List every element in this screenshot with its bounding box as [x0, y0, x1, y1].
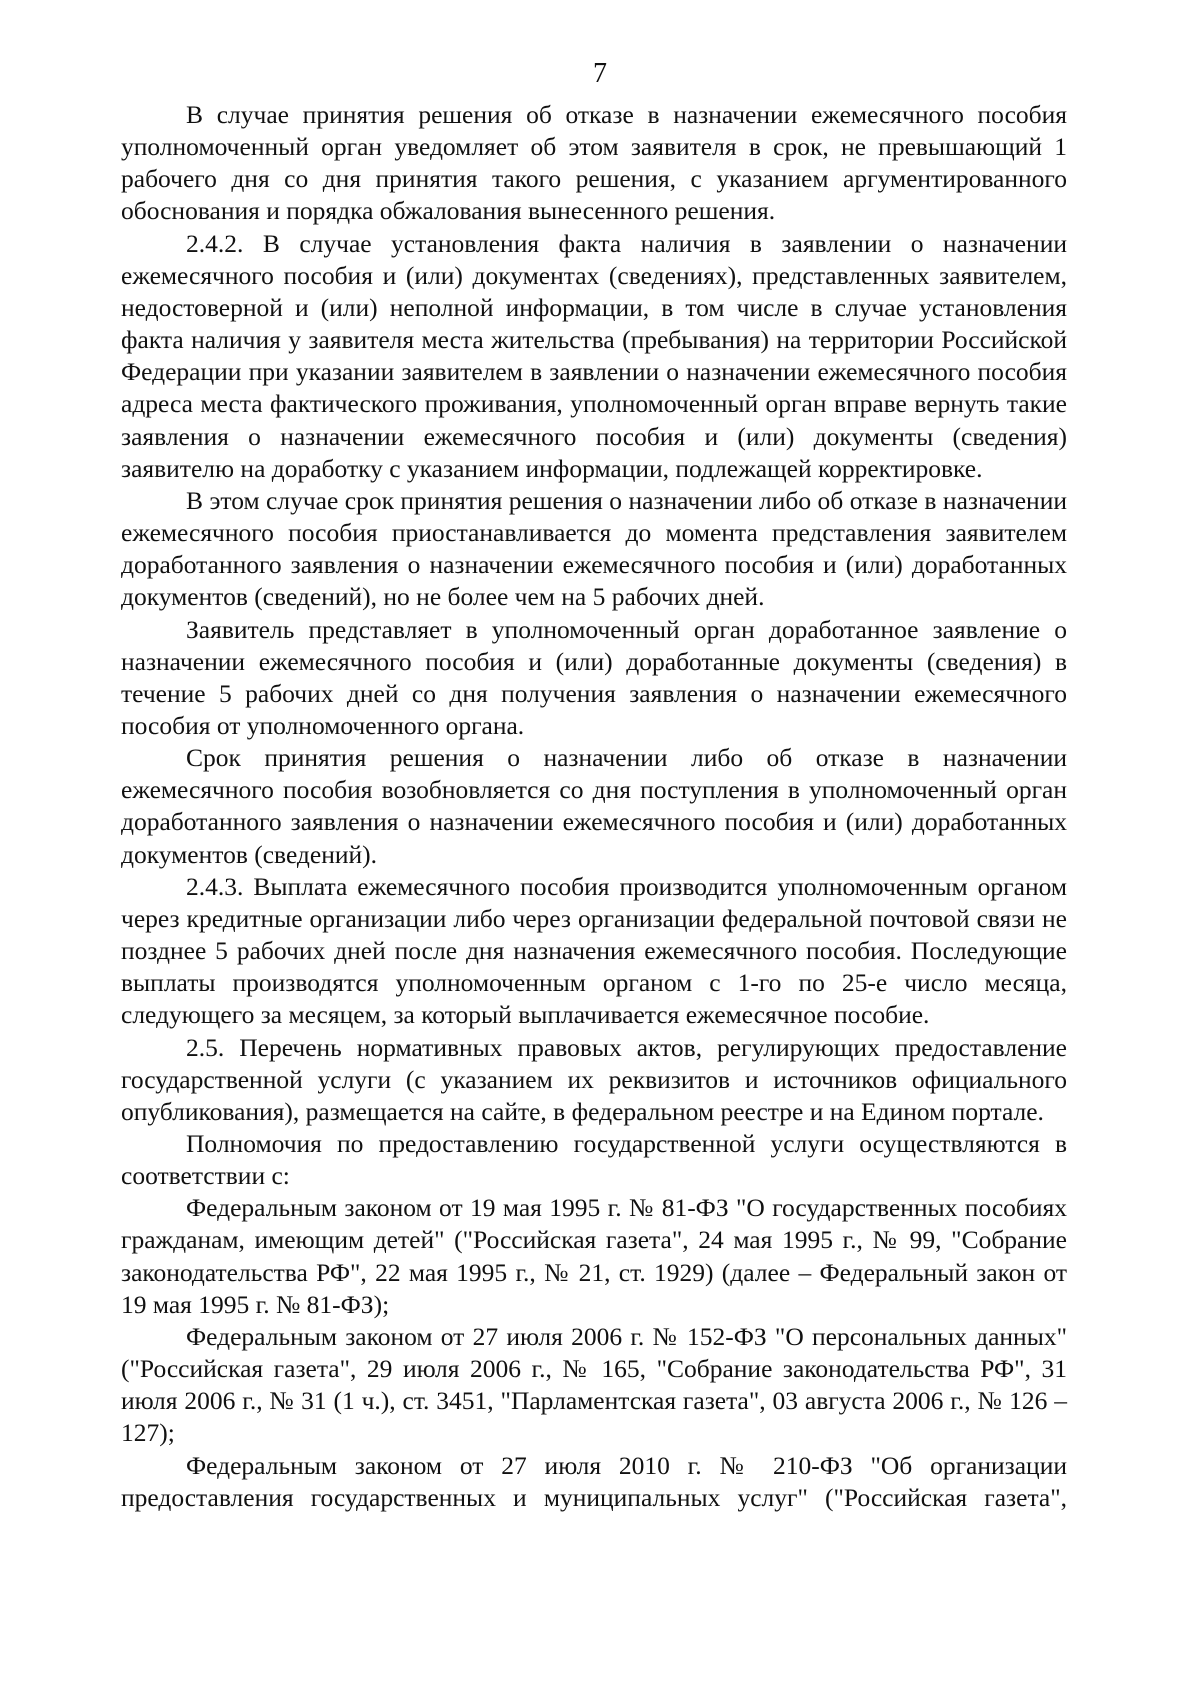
- document-body: [121, 99, 1067, 1514]
- paragraph-law-152-fz: Федеральным законом от 27 июля 2006 г. № 152-ФЗ "О персональных данных" ("Российская газета", 29 июля 2006 г., № 165, "Собрание законодательства РФ", 31 июля 2006 г., № 31 (1 ч.), ст. 3451, "Парламентская газета", 03 августа 2006 г., № 126 – 127);: [121, 1321, 1067, 1448]
- paragraph-resubmission: Заявитель представляет в уполномоченный орган доработанное заявление о назначении ежемесячного пособия и (или) доработанные документы (сведения) в течение 5 рабочих дней со дня получения заявления о назначении ежемесячного пособия от уполномоченного органа.: [121, 614, 1067, 740]
- paragraph-suspension: В этом случае срок принятия решения о назначении либо об отказе в назначении ежемесячного пособия приостанавливается до момента представления заявителем доработанного заявления о назначении ежемесячного пособия и (или) доработанных документов (сведений), но не более чем на 5 рабочих дней.: [121, 485, 1067, 612]
- paragraph-refusal-notice: В случае принятия решения об отказе в назначении ежемесячного пособия уполномоченный орган уведомляет об этом заявителя в срок, не превышающий 1 рабочего дня со дня принятия такого решения, с указанием аргументированного обоснования и порядка обжалования вынесенного решения.: [121, 100, 1067, 226]
- paragraph-resumption: Срок принятия решения о назначении либо об отказе в назначении ежемесячного пособия возобновляется со дня поступления в уполномоченный орган доработанного заявления о назначении ежемесячного пособия и (или) доработанных документов (сведений).: [121, 743, 1067, 869]
- paragraph-law-210-fz: Федеральным законом от 27 июля 2010 г. № 210-ФЗ "Об организации предоставления государственных и муниципальных услуг" ("Российская газета",: [121, 1450, 1067, 1512]
- paragraph-powers: Полномочия по предоставлению государственной услуги осуществляются в соответствии с:: [121, 1129, 1067, 1191]
- paragraph-2-5: 2.5. Перечень нормативных правовых актов, регулирующих предоставление государственной услуги (с указанием их реквизитов и источников официального опубликования), размещается на сайте, в федеральном реестре и на Едином портале.: [121, 1032, 1067, 1126]
- page-number: 7: [593, 58, 607, 89]
- paragraph-2-4-2: 2.4.2. В случае установления факта наличия в заявлении о назначении ежемесячного пособия и (или) документах (сведениях), представленных заявителем, недостоверной и (или) неполной информации, в том числе в случае установления факта наличия у заявителя места жительства (пребывания) на территории Российской Федерации при указании заявителем в заявлении о назначении ежемесячного пособия адреса места фактического проживания, уполномоченный орган вправе вернуть такие заявления о назначении ежемесячного пособия и (или) документы (сведения) заявителю на доработку с указанием информации, подлежащей корректировке.: [121, 228, 1067, 483]
- paragraph-2-4-3: 2.4.3. Выплата ежемесячного пособия производится уполномоченным органом через кредитные организации либо через организации федеральной почтовой связи не позднее 5 рабочих дней после дня назначения ежемесячного пособия. Последующие выплаты производятся уполномоченным органом с 1-го по 25-е число месяца, следующего за месяцем, за который выплачивается ежемесячное пособие.: [121, 871, 1067, 1030]
- paragraph-law-81-fz: Федеральным законом от 19 мая 1995 г. № 81-ФЗ "О государственных пособиях гражданам, имеющим детей" ("Российская газета", 24 мая 1995 г., № 99, "Собрание законодательства РФ", 22 мая 1995 г., № 21, ст. 1929) (далее – Федеральный закон от 19 мая 1995 г. № 81-ФЗ);: [121, 1193, 1067, 1319]
